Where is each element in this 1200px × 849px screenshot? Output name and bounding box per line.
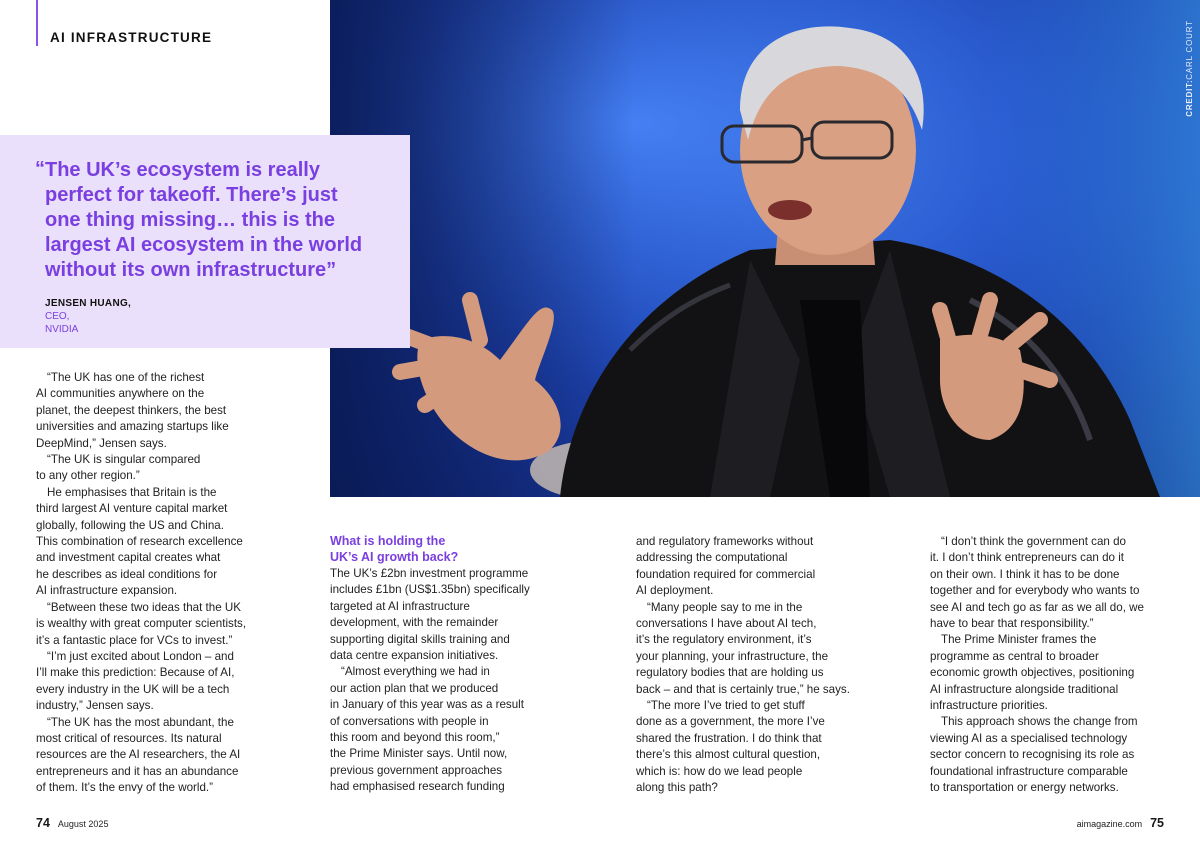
body-line: this room and beyond this room,” (330, 731, 500, 745)
body-line: “The UK is singular compared (47, 453, 201, 467)
body-line: foundation required for commercial (636, 567, 816, 581)
pullquote-line: without its own infrastructure” (45, 259, 337, 281)
body-line: your planning, your infrastructure, the (636, 649, 829, 663)
body-line: globally, following the US and China. (36, 518, 224, 532)
body-line: have to bear that responsibility.” (930, 617, 1094, 631)
section-label: AI INFRASTRUCTURE (50, 30, 213, 45)
body-line: AI infrastructure expansion. (36, 584, 178, 598)
body-line: along this path? (636, 781, 718, 795)
body-line: “Almost everything we had in (341, 665, 490, 679)
subheading-line: UK’s AI growth back? (330, 549, 459, 564)
body-line: and regulatory frameworks without (636, 535, 814, 548)
site-url: aimagazine.com (1076, 819, 1143, 829)
body-column-3 (636, 534, 881, 797)
footer-right (1077, 816, 1164, 830)
speaker-photo (330, 0, 1200, 497)
body-line: there’s this almost cultural question, (636, 748, 821, 762)
body-line: “Between these two ideas that the UK (47, 600, 241, 614)
body-line: “I’m just excited about London – and (47, 649, 234, 663)
body-line: data centre expansion initiatives. (330, 649, 499, 663)
body-line: every industry in the UK will be a tech (36, 682, 230, 696)
body-line: includes £1bn (US$1.35bn) specifically (330, 583, 530, 597)
pullquote-line: perfect for takeoff. There’s just (45, 184, 338, 206)
body-line: of them. It’s the envy of the world.” (36, 781, 213, 795)
body-column-1 (36, 370, 281, 797)
role-line: NVIDIA (45, 324, 79, 335)
body-line: economic growth objectives, positioning (930, 666, 1135, 680)
body-line: it’s the regulatory environment, it’s (636, 633, 812, 647)
body-line: to transportation or energy networks. (930, 781, 1119, 795)
body-line: DeepMind,” Jensen says. (36, 436, 167, 450)
body-line: it. I don’t think entrepreneurs can do it (930, 551, 1124, 565)
body-line: He emphasises that Britain is the (47, 485, 217, 499)
credit-label: CREDIT: (1185, 79, 1194, 117)
page-number-left: 74 (36, 816, 50, 830)
issue-date: August 2025 (57, 819, 109, 829)
pullquote-line: one thing missing… this is the (45, 209, 336, 231)
photo-credit (1185, 20, 1194, 117)
pullquote-line: The UK’s ecosystem is really (45, 159, 320, 181)
subheading (330, 534, 575, 565)
body-line: is wealthy with great computer scientists, (36, 617, 247, 631)
body-line: viewing AI as a specialised technology (930, 731, 1128, 745)
body-line: “The more I’ve tried to get stuff (647, 699, 805, 713)
body-line: see AI and tech go as far as we all do, we (930, 600, 1144, 614)
body-line: The Prime Minister frames the (941, 633, 1097, 647)
body-line: on their own. I think it has to be done (930, 567, 1120, 581)
section-rule (36, 0, 38, 46)
body-line: universities and amazing startups like (36, 420, 229, 434)
body-column-4 (930, 534, 1175, 797)
subheading-line: What is holding the (330, 534, 446, 548)
body-line: The UK’s £2bn investment programme (330, 567, 529, 580)
body-line: targeted at AI infrastructure (330, 599, 470, 613)
page-number-right: 75 (1150, 816, 1164, 830)
body-line: AI deployment. (636, 584, 714, 598)
body-line: done as a government, the more I’ve (636, 715, 825, 729)
body-line: entrepreneurs and it has an abundance (36, 764, 239, 778)
body-line: the Prime Minister says. Until now, (330, 747, 508, 761)
body-line: back – and that is certainly true,” he says. (636, 682, 850, 696)
role-line: CEO, (45, 311, 70, 322)
body-line: addressing the computational (636, 551, 788, 565)
body-line: This approach shows the change from (941, 715, 1138, 729)
pullquote-text (45, 158, 405, 283)
body-line: most critical of resources. Its natural (36, 731, 222, 745)
body-line: he describes as ideal conditions for (36, 567, 218, 581)
body-line: it’s a fantastic place for VCs to invest.” (36, 633, 233, 647)
body-line: development, with the remainder (330, 616, 499, 630)
body-line: supporting digital skills training and (330, 632, 510, 646)
body-line: “Many people say to me in the (647, 600, 803, 614)
body-line: together and for everybody who wants to (930, 584, 1140, 598)
body-line: sector concern to recognising its role as (930, 748, 1135, 762)
body-line: our action plan that we produced (330, 681, 499, 695)
body-line: previous government approaches (330, 763, 503, 777)
quote-open-mark: “ (35, 158, 45, 180)
body-line: regulatory bodies that are holding us (636, 666, 824, 680)
body-line: conversations I have about AI tech, (636, 617, 817, 631)
body-line: “I don’t think the government can do (941, 535, 1126, 548)
pullquote-line: largest AI ecosystem in the world (45, 234, 363, 256)
body-line: which is: how do we lead people (636, 764, 803, 778)
body-line: infrastructure priorities. (930, 699, 1048, 713)
speaker-illustration (330, 0, 1200, 497)
body-line: in January of this year was as a result (330, 698, 524, 712)
body-column-2 (330, 534, 575, 796)
quote-attribution-name: JENSEN HUANG, (45, 298, 132, 309)
body-line: shared the frustration. I do think that (636, 731, 822, 745)
body-line: “The UK has one of the richest (47, 371, 205, 384)
body-line: planet, the deepest thinkers, the best (36, 403, 227, 417)
body-line: “The UK has the most abundant, the (47, 715, 234, 729)
body-line: had emphasised research funding (330, 780, 505, 794)
body-line: resources are the AI researchers, the AI (36, 748, 241, 762)
body-line: AI infrastructure alongside traditional (930, 682, 1119, 696)
body-line: foundational infrastructure comparable (930, 764, 1128, 778)
footer-left (36, 816, 108, 830)
body-line: and investment capital creates what (36, 551, 221, 565)
body-line: This combination of research excellence (36, 535, 243, 549)
body-line: programme as central to broader (930, 649, 1099, 663)
quote-attribution-role (45, 310, 78, 336)
body-line: industry,” Jensen says. (36, 699, 154, 713)
credit-name: CARL COURT (1185, 20, 1194, 80)
body-line: of conversations with people in (330, 714, 489, 728)
body-line: AI communities anywhere on the (36, 387, 205, 401)
body-line: to any other region.” (36, 469, 140, 483)
body-line: third largest AI venture capital market (36, 502, 228, 516)
body-line: I’ll make this prediction: Because of AI, (36, 666, 235, 680)
